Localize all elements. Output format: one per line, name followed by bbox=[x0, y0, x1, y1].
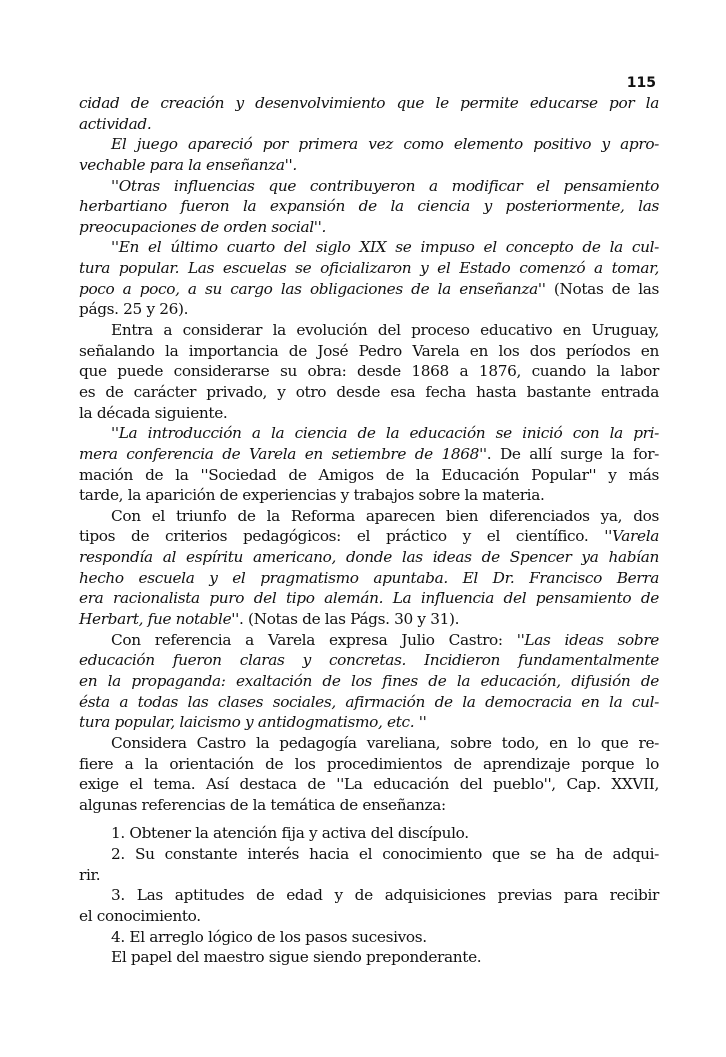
italic-text-segment: respondía al espíritu americano, donde las ideas de Spencer ya habían bbox=[79, 548, 659, 567]
text-line bbox=[79, 774, 659, 795]
text-line bbox=[79, 733, 659, 754]
italic-text-segment: hecho escuela y el pragmatismo apuntaba. El Dr. Francisco Berra bbox=[79, 568, 659, 587]
text-segment: Considera Castro la pedagogía vareliana, sobre todo, en lo que re- bbox=[111, 733, 659, 752]
text-line bbox=[79, 927, 659, 948]
text-line bbox=[79, 844, 659, 865]
italic-text-segment: El juego apareció por primera vez como elemento positivo y apro- bbox=[111, 135, 659, 154]
text-line bbox=[79, 382, 659, 403]
text-line bbox=[79, 671, 659, 692]
text-segment: el conocimiento. bbox=[79, 906, 201, 925]
text-segment: es de carácter privado, y otro desde esa fecha hasta bastante entrada bbox=[79, 382, 659, 401]
text-line bbox=[79, 196, 659, 217]
text-segment: fiere a la orientación de los procedimientos de aprendizaje porque lo bbox=[79, 754, 659, 773]
italic-text-segment: poco a poco, a su cargo las obligaciones de la enseñanza'' bbox=[79, 279, 554, 298]
italic-text-segment: en la propaganda: exaltación de los fines de la educación, difusión de bbox=[79, 671, 659, 690]
text-line bbox=[79, 485, 659, 506]
text-segment: 1. Obtener la atención fija y activa del discípulo. bbox=[111, 824, 469, 843]
text-line bbox=[79, 630, 659, 651]
text-segment: El papel del maestro sigue siendo preponderante. bbox=[111, 948, 482, 967]
text-line bbox=[79, 650, 659, 671]
text-line bbox=[79, 795, 659, 816]
text-line bbox=[79, 93, 659, 114]
text-line bbox=[79, 258, 659, 279]
text-line bbox=[79, 176, 659, 197]
italic-text-segment: preocupaciones de orden social''. bbox=[79, 217, 327, 236]
text-segment: 2. Su constante interés hacia el conocimiento que se ha de adqui- bbox=[111, 845, 659, 864]
text-line bbox=[79, 947, 659, 968]
italic-text-segment: tura popular. Las escuelas se oficializaron y el Estado comenzó a tomar, bbox=[79, 259, 659, 278]
text-segment: mación de la ''Sociedad de Amigos de la Educación Popular'' y más bbox=[79, 465, 659, 484]
italic-text-segment: actividad. bbox=[79, 114, 152, 133]
italic-text-segment: ''En el último cuarto del siglo XIX se impuso el concepto de la cul- bbox=[111, 238, 659, 257]
text-segment: Con referencia a Varela expresa Julio Castro: bbox=[111, 630, 517, 649]
text-line bbox=[79, 526, 659, 547]
text-segment: Entra a considerar la evolución del proceso educativo en Uruguay, bbox=[111, 321, 659, 340]
italic-text-segment: mera conferencia de Varela en setiembre de 1868'' bbox=[79, 444, 487, 463]
text-segment: que puede considerarse su obra: desde 1868 a 1876, cuando la labor bbox=[79, 362, 659, 381]
text-line bbox=[79, 823, 659, 844]
text-line bbox=[79, 465, 659, 486]
text-line bbox=[79, 403, 659, 424]
paragraph-gap bbox=[79, 815, 659, 823]
text-line bbox=[79, 134, 659, 155]
text-line bbox=[79, 299, 659, 320]
text-segment: . (Notas de las Págs. 30 y 31). bbox=[239, 610, 460, 629]
text-line bbox=[79, 237, 659, 258]
text-segment: . De allí surge la for- bbox=[486, 444, 659, 463]
italic-text-segment: herbartiano fueron la expansión de la ciencia y posteriormente, las bbox=[79, 197, 659, 216]
text-line bbox=[79, 885, 659, 906]
text-line bbox=[79, 754, 659, 775]
text-segment: algunas referencias de la temática de enseñanza: bbox=[79, 795, 446, 814]
italic-text-segment: era racionalista puro del tipo alemán. La influencia del pensamiento de bbox=[79, 589, 659, 608]
text-segment: rir. bbox=[79, 865, 101, 884]
text-line bbox=[79, 279, 659, 300]
italic-text-segment: ésta a todas las clases sociales, afirmación de la democracia en la cul- bbox=[79, 692, 659, 711]
text-line bbox=[79, 588, 659, 609]
italic-text-segment: educación fueron claras y concretas. Incidieron fundamentalmente bbox=[79, 651, 659, 670]
text-line bbox=[79, 114, 659, 135]
text-segment: tipos de criterios pedagógicos: el práctico y el científico. bbox=[79, 527, 605, 546]
text-segment: págs. 25 y 26). bbox=[79, 300, 189, 319]
text-line bbox=[79, 217, 659, 238]
text-line bbox=[79, 423, 659, 444]
text-line bbox=[79, 568, 659, 589]
italic-text-segment: ''La introducción a la ciencia de la educación se inició con la pri- bbox=[111, 424, 659, 443]
text-line bbox=[79, 361, 659, 382]
text-line bbox=[79, 506, 659, 527]
italic-text-segment: ''Otras influencias que contribuyeron a modificar el pensamiento bbox=[111, 176, 659, 195]
text-segment: la década siguiente. bbox=[79, 403, 228, 422]
italic-text-segment: tura popular, laicismo y antidogmatismo, etc. '' bbox=[79, 713, 427, 732]
text-line bbox=[79, 547, 659, 568]
text-line bbox=[79, 444, 659, 465]
italic-text-segment: ''Las ideas sobre bbox=[516, 630, 659, 649]
text-segment: Con el triunfo de la Reforma aparecen bien diferenciados ya, dos bbox=[111, 506, 659, 525]
text-line bbox=[79, 712, 659, 733]
italic-text-segment: vechable para la enseñanza''. bbox=[79, 155, 297, 174]
text-line bbox=[79, 906, 659, 927]
text-segment: (Notas de las bbox=[553, 279, 660, 298]
italic-text-segment: ''Varela bbox=[604, 527, 659, 546]
text-segment: 3. Las aptitudes de edad y de adquisiciones previas para recibir bbox=[111, 886, 659, 905]
text-line bbox=[79, 320, 659, 341]
italic-text-segment: cidad de creación y desenvolvimiento que le permite educarse por la bbox=[79, 94, 659, 112]
italic-text-segment: Herbart, fue notable'' bbox=[79, 610, 240, 629]
text-line bbox=[79, 155, 659, 176]
text-line bbox=[79, 341, 659, 362]
text-segment: exige el tema. Así destaca de ''La educación del pueblo'', Cap. XXVII, bbox=[79, 775, 659, 794]
text-segment: señalando la importancia de José Pedro Varela en los dos períodos en bbox=[79, 341, 659, 360]
page-body-text bbox=[79, 93, 659, 968]
text-line bbox=[79, 692, 659, 713]
page-number: 115 bbox=[626, 75, 656, 91]
text-segment: 4. El arreglo lógico de los pasos sucesivos. bbox=[111, 927, 427, 946]
text-segment: tarde, la aparición de experiencias y trabajos sobre la materia. bbox=[79, 486, 545, 505]
text-line bbox=[79, 865, 659, 886]
text-line bbox=[79, 609, 659, 630]
